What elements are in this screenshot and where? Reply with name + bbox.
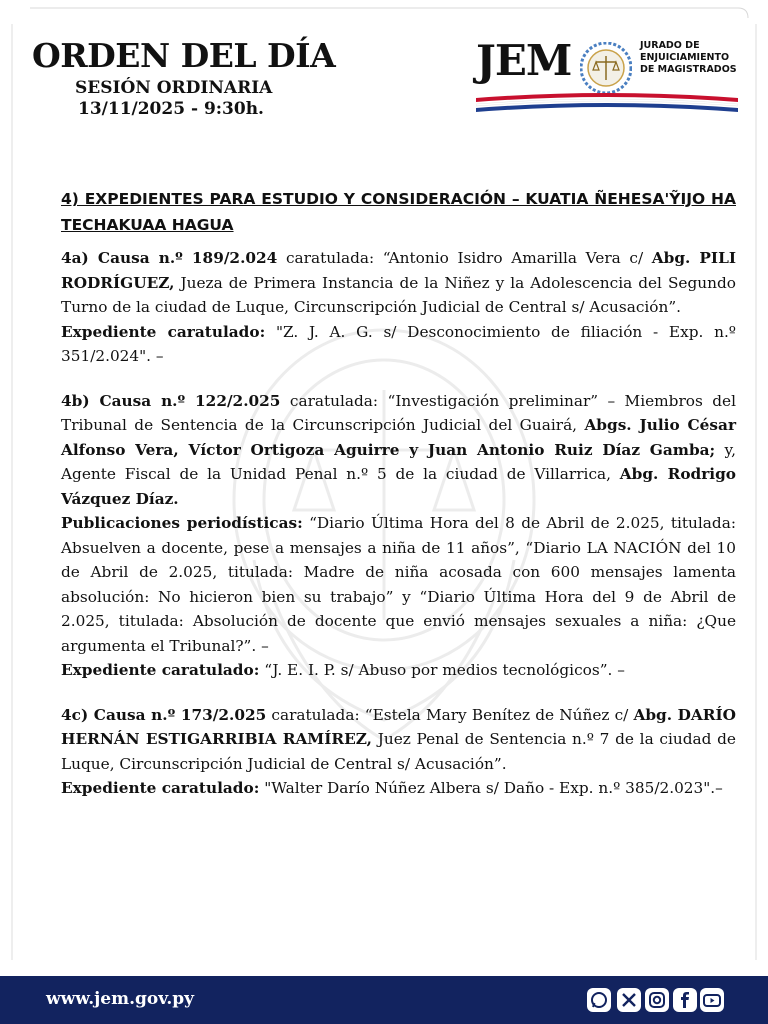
logo-acronym: JEM [476,36,572,85]
logo-line-1: JURADO DE [640,40,700,51]
youtube-icon[interactable] [700,988,724,1012]
item-4b-expediente: Expediente caratulado: “J. E. I. P. s/ Abuso por medios tecnológicos”. – [61,661,625,679]
item-4c-label: 4c) Causa n.º 173/2.025 [61,705,267,724]
item-4b-label: 4b) Causa n.º 122/2.025 [61,391,281,410]
item-4b-publicaciones: Publicaciones periodísticas: “Diario Última Hora del 8 de Abril de 2.025, titulada: Absuelven a docente, pese a mensajes a niña de 11 años”, “Diario LA NACIÓN del 10 de Abril de 2.025, titulada: Madre de niña acosada con 600 mensajes lamenta absolución: No hicieron bien su trabajo” y “Diario Última Hora del 9 de Abril de 2.025, titulada: Absolución de docente que envió mensajes sexuales a niña: ¿Que argumenta el Tribunal?”. – [61,514,736,655]
session-type: SESIÓN ORDINARIA [75,78,273,98]
item-4b: 4b) Causa n.º 122/2.025 caratulada: “Investigación preliminar” – Miembros del Tribunal de Sentencia de la Circunscripción Judicial del Guairá, Abgs. Julio César Alfonso Vera, Víctor Ortigoza Aguirre y Juan Antonio Ruiz Díaz Gamba; y, Agente Fiscal de la Unidad Penal n.º 5 de la ciudad de Villarrica, Abg. Rodrigo Vázquez Díaz. [61,391,736,508]
seal-icon [580,42,632,94]
item-4c-expediente: Expediente caratulado: "Walter Darío Núñez Albera s/ Daño - Exp. n.º 385/2.023".– [61,779,723,797]
x-icon[interactable] [617,988,641,1012]
facebook-icon[interactable] [673,988,697,1012]
footer-bar [0,976,768,1024]
item-4a-expediente: Expediente caratulado: "Z. J. A. G. s/ Desconocimiento de filiación - Exp. n.º 351/2.024". – [61,322,736,365]
session-date: 13/11/2025 - 9:30h. [78,99,264,119]
item-4a-label: 4a) Causa n.º 189/2.024 [61,249,278,267]
item-4a: 4a) Causa n.º 189/2.024 caratulada: “Antonio Isidro Amarilla Vera c/ Abg. PILI RODRÍGUEZ, Jueza de Primera Instancia de la Niñez y la Adolescencia del Segundo Turno de la ciudad de Luque, Circunscripción Judicial de Central s/ Acusación”. [61,249,737,316]
logo-line-2: ENJUICIAMIENTO [640,52,730,63]
website-link[interactable]: www.jem.gov.py [46,989,195,1009]
instagram-icon[interactable] [645,988,669,1012]
logo-line-3: DE MAGISTRADOS [640,64,737,75]
jem-logo [476,36,738,116]
flag-stripes [476,90,738,116]
agenda-content [61,186,736,801]
item-4c: 4c) Causa n.º 173/2.025 caratulada: “Estela Mary Benítez de Núñez c/ Abg. DARÍO HERNÁN ESTIGARRIBIA RAMÍREZ, Juez Penal de Sentencia n.º 7 de la ciudad de Luque, Circunscripción Judicial de Central s/ Acusación”. [61,705,736,773]
whatsapp-icon[interactable] [587,988,611,1012]
section-heading: 4) EXPEDIENTES PARA ESTUDIO Y CONSIDERACIÓN – KUATIA ÑEHESA'ỸIJO HA TECHAKUAA HAGUA [61,190,736,234]
page-title: ORDEN DEL DÍA [32,36,336,75]
